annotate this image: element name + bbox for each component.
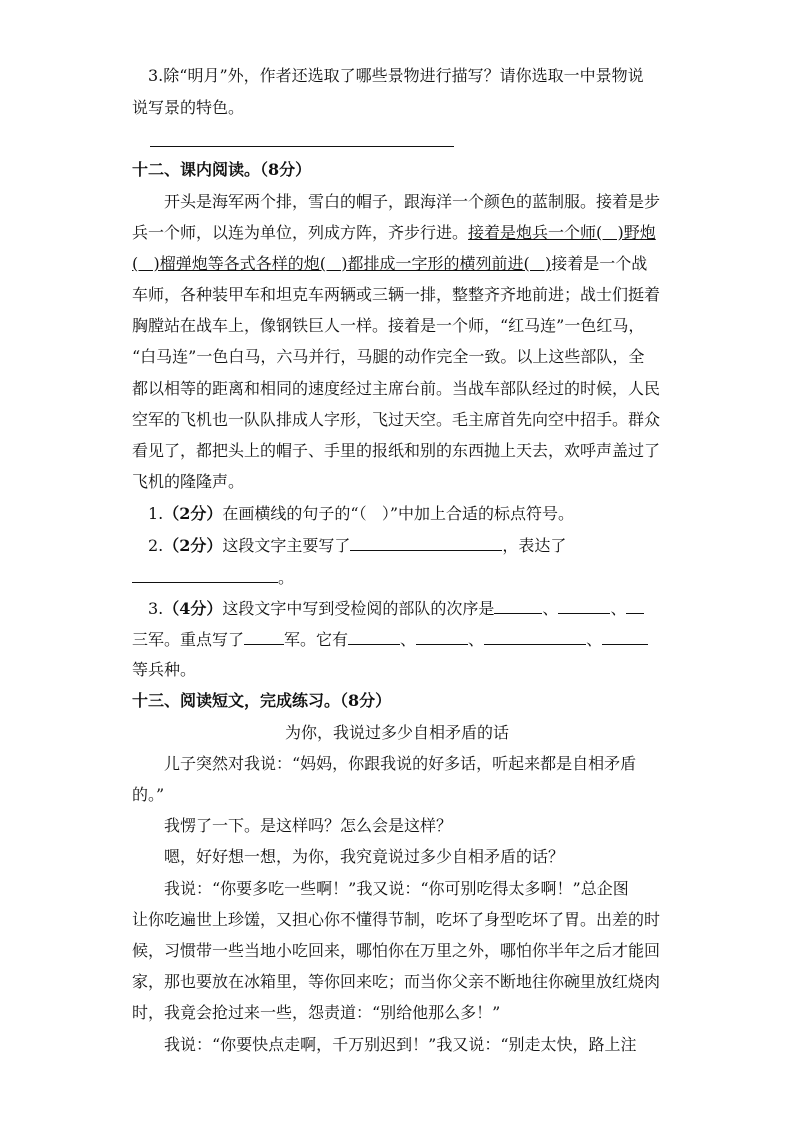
punctuation: 。 <box>278 568 295 587</box>
question-text: ，表达了 <box>502 536 567 555</box>
question-score: （2分） <box>163 504 223 523</box>
article-line: 的。” <box>132 785 165 804</box>
q3-prev-line1: 3.除“明月”外，作者还选取了哪些景物进行描写？请你选取一中景物说 <box>148 66 644 85</box>
question-text: 这段文字主要写了 <box>222 536 351 555</box>
question-3-cont <box>132 626 648 653</box>
q3-prev-line2: 说写景的特色。 <box>132 98 245 117</box>
article-line: 我说：“你要多吃一些啊！”我又说：“你可别吃得太多啊！”总企图 <box>164 879 629 898</box>
answer-line[interactable] <box>150 146 454 147</box>
question-2 <box>148 532 566 559</box>
separator: 、 <box>610 599 627 618</box>
section12-heading: 十二、课内阅读。（8分） <box>132 160 312 179</box>
underlined-sentence: 接着是炮兵一个师( )野炮 <box>468 223 656 242</box>
question-number: 1. <box>148 504 164 523</box>
article-line: 候，习惯带一些当地小吃回来，哪怕你在万里之外，哪怕你半年之后才能回 <box>132 941 661 960</box>
question-score: （2分） <box>163 536 223 555</box>
question-3 <box>148 595 644 622</box>
separator: 、 <box>468 630 485 649</box>
article-line: 我愣了一下。是这样吗？怎么会是这样？ <box>164 816 453 835</box>
question-text: 在画横线的句子的“（ ）”中加上合适的标点符号。 <box>222 504 575 523</box>
question-number: 2. <box>148 536 164 555</box>
question-text: 军。它有 <box>284 630 349 649</box>
answer-blank[interactable] <box>350 532 502 551</box>
article-title: 为你，我说过多少自相矛盾的话 <box>284 723 509 742</box>
answer-blank[interactable] <box>132 564 278 583</box>
answer-blank[interactable] <box>626 595 644 614</box>
passage-line: 胸膛站在战车上，像钢铁巨人一样。接着是一个师，“红马连”一色红马， <box>132 316 645 335</box>
question-2-cont <box>132 564 294 591</box>
passage-line: 开头是海军两个排，雪白的帽子，跟海洋一个颜色的蓝制服。接着是步 <box>164 192 661 211</box>
answer-blank[interactable] <box>602 626 648 645</box>
article-line: 家，那也要放在冰箱里，等你回来吃；而当你父亲不断地往你碗里放红烧肉 <box>132 972 661 991</box>
question-number: 3. <box>148 599 164 618</box>
separator: 、 <box>586 630 603 649</box>
section13-heading: 十三、阅读短文，完成练习。（8分） <box>132 691 392 710</box>
passage-line: 飞机的隆隆声。 <box>132 472 245 491</box>
article-line: 我说：“你要快点走啊，千万别迟到！”我又说：“别走太快，路上注 <box>164 1035 637 1054</box>
article-line: 嗯，好好想一想，为你，我究竟说过多少自相矛盾的话？ <box>164 847 565 866</box>
separator: 、 <box>542 599 559 618</box>
answer-blank[interactable] <box>494 595 542 614</box>
passage-line <box>132 220 656 246</box>
separator: 、 <box>400 630 417 649</box>
answer-blank[interactable] <box>348 626 400 645</box>
answer-blank[interactable] <box>558 595 610 614</box>
passage-line: “白马连”一色白马，六马并行，马腿的动作完全一致。以上这些部队，全 <box>132 347 645 366</box>
article-line: 时，我竟会抢过来一些，怨责道：“别给他那么多！” <box>132 1003 501 1022</box>
question-text: 这段文字中写到受检阅的部队的次序是 <box>222 599 495 618</box>
passage-text: 兵一个师，以连为单位，列成方阵，齐步行进。 <box>132 223 469 242</box>
passage-line: 车师，各种装甲车和坦克车两辆或三辆一排，整整齐齐地前进；战士们挺着 <box>132 285 661 304</box>
answer-blank[interactable] <box>484 626 586 645</box>
article-line: 让你吃遍世上珍馐，又担心你不懂得节制，吃坏了身型吃坏了胃。出差的时 <box>132 910 661 929</box>
answer-blank[interactable] <box>244 626 284 645</box>
question-1 <box>148 501 574 527</box>
question-score: （4分） <box>163 599 223 618</box>
passage-line: 空军的飞机也一队队排成人字形，飞过天空。毛主席首先向空中招手。群众 <box>132 410 661 429</box>
passage-line: 都以相等的距离和相同的速度经过主席台前。当战车部队经过的时候，人民 <box>132 379 661 398</box>
answer-blank[interactable] <box>416 626 468 645</box>
underlined-sentence: ( )榴弹炮等各式各样的炮( )都排成一字形的横列前进( ) <box>132 254 552 273</box>
article-line: 儿子突然对我说：“妈妈，你跟我说的好多话，听起来都是自相矛盾 <box>164 754 637 773</box>
passage-text: 接着是一个战 <box>551 254 648 273</box>
question-3-end: 等兵种。 <box>132 660 197 679</box>
question-text: 三军。重点写了 <box>132 630 245 649</box>
passage-line: 看见了，都把头上的帽子、手里的报纸和别的东西抛上天去，欢呼声盖过了 <box>132 441 661 460</box>
passage-line <box>132 251 647 277</box>
